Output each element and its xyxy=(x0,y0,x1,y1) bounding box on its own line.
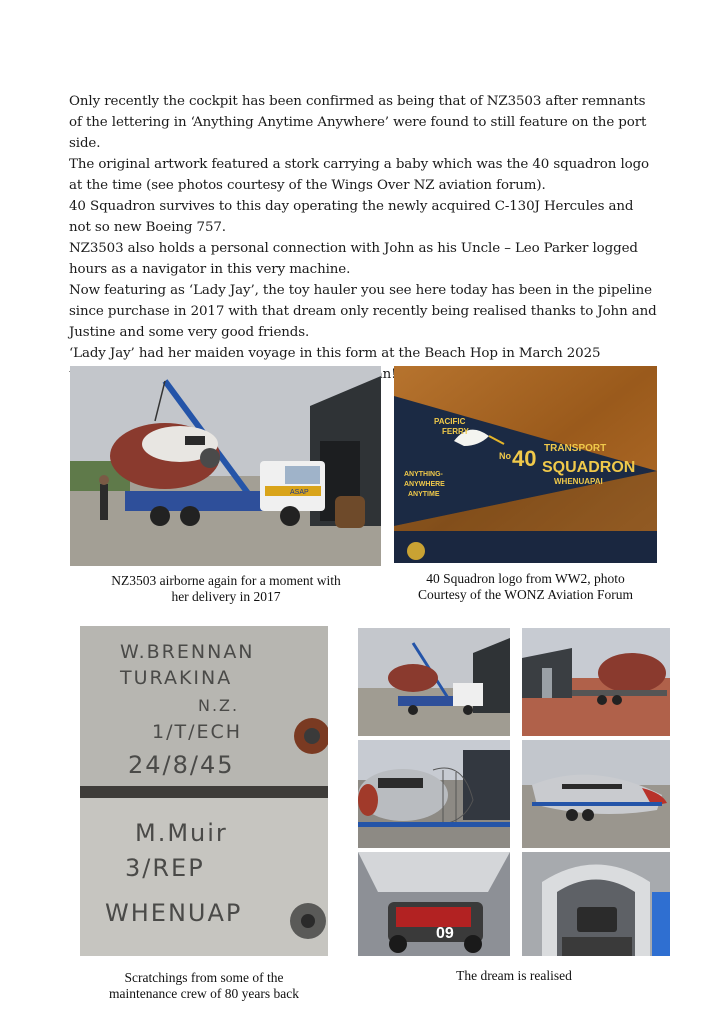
scratch-line-3: N.Z. xyxy=(198,696,240,715)
pennant-text-transport: TRANSPORT xyxy=(544,443,607,454)
paragraph-5: Now featuring as ‘Lady Jay’, the toy hauler you see here today has been in the pipeline since purchase in 2017 with that dream only recently being realised thanks to John and Justine and some very good friends. xyxy=(69,283,657,340)
collage-photo-interior-ramp xyxy=(522,852,670,956)
pennant-text-anything: ANYTHING- xyxy=(404,471,443,478)
pennant-text-whenuapai: WHENUAPAI xyxy=(554,477,603,486)
scratch-line-1: W.BRENNAN xyxy=(120,641,255,663)
caption-scratchings xyxy=(80,970,328,1002)
photo-squadron-pennant xyxy=(394,366,657,563)
truck-sign-text: ASAP xyxy=(290,489,309,496)
pennant-illustration xyxy=(394,366,657,563)
caption-pennant xyxy=(394,571,657,603)
scratch-line-7: 3/REP xyxy=(125,854,205,882)
collage-photo-trailer xyxy=(522,628,670,736)
caption-truck xyxy=(80,573,372,605)
photo-scratchings xyxy=(80,626,328,956)
paragraph-2: The original artwork featured a stork carrying a baby which was the 40 squadron logo at the time (see photos courtesy of the Wings Over NZ aviation forum). xyxy=(69,157,650,193)
caption-pennant-line1: 40 Squadron logo from WW2, photo xyxy=(426,571,625,586)
photo-truck-crane xyxy=(70,366,381,566)
race-car-number: 09 xyxy=(436,925,454,942)
caption-truck-line1: NZ3503 airborne again for a moment with xyxy=(111,573,341,588)
truck-crane-illustration xyxy=(70,366,381,566)
collage-photo-finished-caravan xyxy=(522,740,670,848)
caption-truck-line2: her delivery in 2017 xyxy=(171,589,281,604)
pennant-text-40: 40 xyxy=(512,446,537,471)
scratch-line-8: WHENUAP xyxy=(105,899,243,927)
pennant-text-no: No xyxy=(499,451,511,461)
pennant-text-anytime: ANYTIME xyxy=(408,491,440,498)
photo-collage xyxy=(358,628,670,956)
paragraph-6: ‘Lady Jay’ had her maiden voyage in this form at the Beach Hop in March 2025 xyxy=(69,346,601,361)
body-text xyxy=(69,91,659,385)
scratch-line-4: 1/T/ECH xyxy=(152,721,243,743)
caption-pennant-line2: Courtesy of the WONZ Aviation Forum xyxy=(417,587,634,602)
scratch-line-6: M.Muir xyxy=(135,819,228,847)
scratch-line-5: 24/8/45 xyxy=(128,751,235,779)
pennant-text-ferry: FERRY xyxy=(442,427,469,436)
caption-collage: The dream is realised xyxy=(456,968,572,983)
pennant-text-anywhere: ANYWHERE xyxy=(404,481,445,488)
paragraph-4: NZ3503 also holds a personal connection with John as his Uncle – Leo Parker logged hours as a navigator in this very machine. xyxy=(69,241,638,277)
pennant-text-pacific: PACIFIC xyxy=(434,417,466,426)
caption-scratch-line1: Scratchings from some of the xyxy=(124,970,284,985)
scratch-line-2: TURAKINA xyxy=(120,667,233,689)
scratchings-illustration xyxy=(80,626,328,956)
collage-photo-interior-race-car xyxy=(358,852,510,956)
paragraph-1: Only recently the cockpit has been confirmed as being that of NZ3503 after remnants of the lettering in ‘Anything Anytime Anywhere’ were found to still feature on the port side. xyxy=(69,94,647,151)
caption-scratch-line2: maintenance crew of 80 years back xyxy=(108,986,300,1001)
paragraph-3: 40 Squadron survives to this day operating the newly acquired C-130J Hercules and not so new Boeing 757. xyxy=(69,199,634,235)
pennant-text-squadron: SQUADRON xyxy=(542,459,636,476)
collage-photo-truck xyxy=(358,628,510,736)
collage-photo-fuselage-build xyxy=(358,740,510,848)
